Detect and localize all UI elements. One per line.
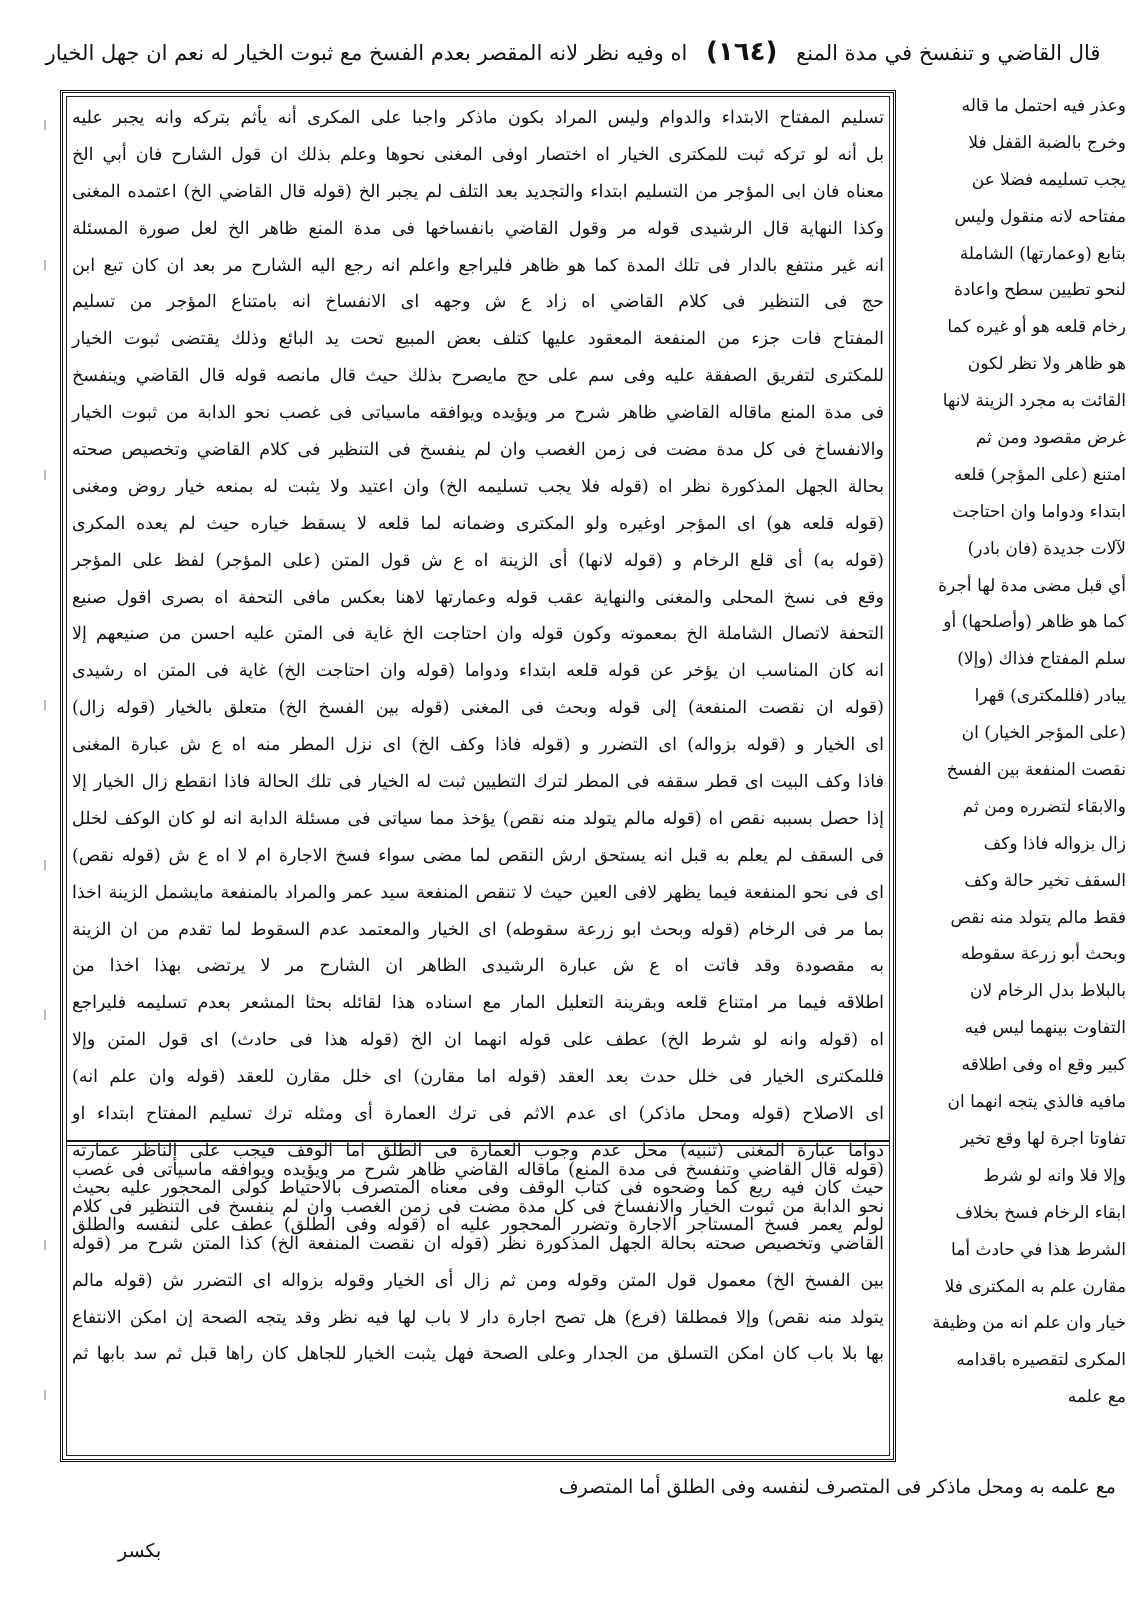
lower-text-line: (قوله قال القاضي وتنفسخ فى مدة المنع) ماقاله القاضي ظاهر شرح مر ويؤيده ويوافقه ماسيأتى فى غصب [72, 1160, 884, 1180]
main-text-line: انه غير منتفع بالدار فى تلك المدة كما هو ظاهر فليراجع واعلم انه رجع اليه الشارح مر بعد ان كان تبع ابن [72, 255, 884, 276]
main-text-line: (قوله ان نقصت المنفعة) إلى قوله وبحث فى المغنى (قوله بين الفسخ الخ) متعلق بالخيار (قوله زال) [72, 698, 884, 719]
margin-line: القائت به مجرد الزينة لانها [942, 391, 1126, 412]
margin-line: المكرى لتقصيره باقدامه [956, 1350, 1126, 1371]
margin-line: رخام قلعه هو أو غيره كما [947, 317, 1126, 338]
margin-line: مع علمه [1067, 1387, 1126, 1408]
margin-line: مافيه فالذي يتجه انهما ان [947, 1092, 1126, 1113]
main-text-line: للمكترى لتفريق الصفقة عليه وفى سم على حج مايصرح بذلك حيث قال مانصه قوله قال القاضي وينفسخ [72, 366, 884, 387]
main-text-line: معناه فان ابى المؤجر من التسليم ابتداء والتجديد بعد التلف لم يجبر الخ (قوله قال القاضي الخ) اعتمده المغنى [72, 181, 884, 202]
margin-line: يجب تسليمه فضلا عن [971, 169, 1126, 190]
main-text-line: التحفة لاتصال الشاملة الخ بمعموته وكون قوله وان احتاجت الخ غاية فى المتن عليه احسن من صنيعهم إلا [72, 624, 884, 645]
margin-line: كبير وقع اه وفى اطلاقه [961, 1055, 1126, 1076]
main-text-line: به مقصودة وقد فاتت اه ع ش عبارة الرشيدى الظاهر ان الشارح مر لا يرتضى بهذا اخذا من [72, 956, 884, 977]
margin-line: خيار وان علم انه من وظيفة [932, 1313, 1126, 1334]
margin-line: السقف تخير حالة وكف [964, 870, 1126, 891]
margin-line: وخرج بالضبة القفل فلا [968, 132, 1126, 153]
footer-continuation-line: مع علمه به ومحل ماذكر فى المتصرف لنفسه وفى الطلق أما المتصرف [558, 1476, 1116, 1498]
margin-line: التفاوت بينهما ليس فيه [964, 1018, 1126, 1039]
main-text-line: اى الاصلاح (قوله ومحل ماذكر) اى عدم الاثم فى ترك العمارة أى ومثله ترك تسليم المفتاح ابتداء او [72, 1104, 884, 1125]
main-text-line: حيث كان فيه ريع كما وضحوه فى كتاب الوقف وفى معناه المتصرف بالاحتياط كولى المحجور عليه بحيث [72, 1177, 884, 1198]
lower-text-line: بها بلا باب كان امكن التسلق من الجدار وعلى الصحة فهل يثبت الخيار للجاهل كان راها قبل ثم سد بابها ثم [72, 1344, 884, 1365]
main-text-line: (قوله قلعه هو) اى المؤجر اوغيره ولو المكترى وضمانه لما قلعه لا يسقط خياره حيث لم يعده المكرى [72, 513, 884, 534]
margin-line: كما هو ظاهر (وأصلحها) أو [943, 612, 1126, 633]
main-text-line: بحالة الجهل المذكورة نظر اه (قوله فلا يجب تسليمه الخ) وان اعتيد ولا يثبت له بمنعه خيار روض ومغنى [72, 476, 884, 497]
header-right-text: قال القاضي و تنفسخ في مدة المنع [796, 41, 1101, 65]
main-text-line: وكذا النهاية قال الرشيدى قوله مر وقول القاضي بانفساخها فى مدة المنع ظاهر الخ لعل صورة المسئلة [72, 218, 884, 239]
margin-line: أي قبل مضى مدة لها أجرة [938, 575, 1126, 596]
main-text-line: دواما عبارة المغنى (تنبيه) محل عدم وجوب العمارة فى الطلق اما الوقف فيجب على الناظر عمارته [72, 1140, 884, 1161]
main-text-line: فى السقف لم يعلم به قبل انه يستحق ارش النقص لما مضى سواء فسخ الاجارة ام لا اه ع ش (قوله نقص) [72, 845, 884, 866]
main-text-line: إذا حصل بسببه نقص اه (قوله مالم يتولد منه نقص) يؤخذ مما سياتى فى مسئلة الدابة انه لو كان الوكف لخلل [72, 808, 884, 829]
main-text-line: لولم يعمر فسخ المستاجر الاجارة وتضرر المحجور عليه اه (قوله وفى الطلق) عطف على لنفسه والطلق [72, 1214, 884, 1235]
main-text-line: بما مر فى الرخام (قوله وبحث ابو زرعة سقوطه) اى الخيار والمعتمد عدم السقوط لما تقدم من ان الزينة [72, 919, 884, 940]
main-text-line: انه كان المناسب ان يؤخر عن قوله قلعه ابتداء ودواما (قوله وان احتاجت الخ) غاية فى المتن اه رشيدى [72, 661, 884, 682]
main-text-line: فى مدة المنع ماقاله القاضي ظاهر شرح مر ويؤيده ويوافقه ماسياتى فى غصب نحو الدابة من ثبوت الخيار [72, 403, 884, 424]
margin-line: وإلا فلا وانه لو شرط [983, 1165, 1126, 1186]
lower-text-line: القاضي وتخصيص صحته بحالة الجهل المذكورة نظر (قوله ان نقصت المنفعة الخ) كذا المتن شرح مر (قوله [72, 1233, 884, 1254]
main-text-line: اى فى نحو المنفعة فيما يظهر لافى العين حيث لا تنقص المنفعة سيد عمر والمراد بالمنفعة مايشمل الزينة اخذا [72, 882, 884, 903]
margin-line: ابتداء ودواما وان احتاجت [952, 501, 1126, 522]
margin-line: الشرط هذا في حادث أما [951, 1239, 1126, 1260]
lower-text-line: بين الفسخ الخ) معمول قول المتن وقوله ومن ثم زال أى الخيار وقوله بزواله اى التضرر ش (قوله مالم [72, 1270, 884, 1291]
margin-line: مقارن علم به المكترى فلا [944, 1276, 1126, 1297]
main-text-line: بل أنه لو تركه ثبت للمكترى الخيار اه اختصار اوفى المغنى نحوها وعلم بذلك ان قول الشارح فان أبي الخ [72, 144, 884, 165]
margin-line: تفاوتا اجرة لها وقع تخير [960, 1128, 1126, 1149]
section-divider-thin [66, 1145, 890, 1146]
main-text-line: اى الخيار و (قوله بزواله) اى التضرر و (قوله فاذا وكف الخ) اى نزل المطر منه اه ع ش عبارة المغنى [72, 735, 884, 756]
main-text-line: والانفساخ فى كل مدة مضت فى زمن الغصب وان لم ينفسخ فى التنظير فى كلام القاضي وتخصيص صحته [72, 440, 884, 461]
main-text-line: تسليم المفتاح الابتداء والدوام وليس المراد بكون ماذكر واجبا على المكرى أنه يأثم بتركه وانه يجبر عليه [72, 108, 884, 128]
margin-line: وعذر فيه احتمل ما قاله [961, 96, 1126, 116]
main-text-line: حج فى التنظير فى كلام القاضي اه زاد ع ش وجهه اى الانفساخ انه بامتناع المؤجر من تسليم [72, 292, 884, 313]
main-text-line: اه (قوله وانه لو شرط الخ) عطف على قوله انهما ان الخ (قوله هذا فى حادث) اى قول المتن وإلا [72, 1030, 884, 1051]
main-text-line: (قوله به) أى قلع الرخام و (قوله لانها) أى الزينة اه ع ش قول المتن (على المؤجر) لفظ على المؤجر [72, 550, 884, 571]
lower-text-line: نحو الدابة من ثبوت الخيار والانفساخ فى كل مدة مضت فى زمن الغصب وان لم ينفسخ فى التنظير فى كلام [72, 1196, 884, 1217]
section-divider [66, 1140, 890, 1142]
margin-line: زال بزواله فاذا وكف [983, 833, 1126, 854]
margin-line: بالبلاط بدل الرخام لان [970, 981, 1126, 1002]
main-text-line: فللمكترى الخيار فى خلل حدث بعد العقد (قوله اما مقارن) اى خلل مقارن للعقد (قوله وان علم انه) [72, 1067, 884, 1088]
margin-commentary [916, 88, 1126, 1458]
main-text-line: اطلاقه فيما مر امتناع قلعه وبقرينة التعليل المار مع اسناده هذا لقائله بحثا المشعر بعدم تسليمه فليراجع [72, 993, 884, 1014]
header-left-text: اه وفيه نظر لانه المقصر بعدم الفسخ مع ثبوت الخيار له نعم ان جهل الخيار [45, 41, 688, 65]
margin-line: نقصت المنفعة بين الفسخ [946, 760, 1126, 781]
margin-line: لنحو تطيين سطح واعادة [953, 280, 1126, 301]
main-text-line: وقع فى نسخ المحلى والمغنى والنهاية عقب قوله وعمارتها لاهنا بعكس مافى التحفة اه بصرى اقول صنيع [72, 587, 884, 608]
margin-line: بتابع (وعمارتها) الشاملة [959, 243, 1126, 264]
lower-commentary-block [72, 1152, 884, 1452]
page-number: (١٦٤) [706, 37, 778, 67]
margin-line: مفتاحه لانه منقول وليس [954, 206, 1126, 227]
margin-line: لآلات جديدة (فان بادر) [967, 538, 1126, 559]
margin-line: امتنع (على المؤجر) قلعه [953, 464, 1126, 485]
margin-line: ابقاء الرخام فسخ بخلاف [955, 1202, 1126, 1223]
main-text-line: فاذا وكف البيت اى قطر سقفه فى المطر لترك التطيين ثبت له الخيار فى تلك الحالة فاذا انقطع زال الخيار إلا [72, 772, 884, 793]
margin-line: والابقاء لتضرره ومن ثم [962, 796, 1126, 817]
margin-line: (على المؤجر الخيار) ان [961, 723, 1126, 744]
lower-text-line: يتولد منه نقص) وإلا فمطلقا (فرع) هل تصح اجارة دار لا باب لها فيه نظر وقد يتجه الصحة إن امكن الانتفاع [72, 1307, 884, 1328]
binding-margin-marks [44, 0, 50, 1609]
margin-line: وبحث أبو زرعة سقوطه [960, 944, 1126, 965]
margin-line: غرض مقصود ومن ثم [975, 428, 1126, 449]
page-header [30, 30, 1116, 74]
margin-line: سلم المفتاح فذاك (وإلا) [957, 649, 1126, 670]
margin-line: يبادر (فللمكترى) قهرا [974, 686, 1126, 707]
catchword: بكسر [118, 1540, 162, 1562]
margin-line: هو ظاهر ولا نظر لكون [967, 354, 1126, 375]
main-text-line: المفتاح فات جزء من المنفعة المعقود عليها كتلف بعض المبيع تحت يد البائع وذلك يقتضى ثبوت الخيار [72, 329, 884, 350]
margin-line: فقط مالم يتولد منه نقص [950, 907, 1126, 928]
